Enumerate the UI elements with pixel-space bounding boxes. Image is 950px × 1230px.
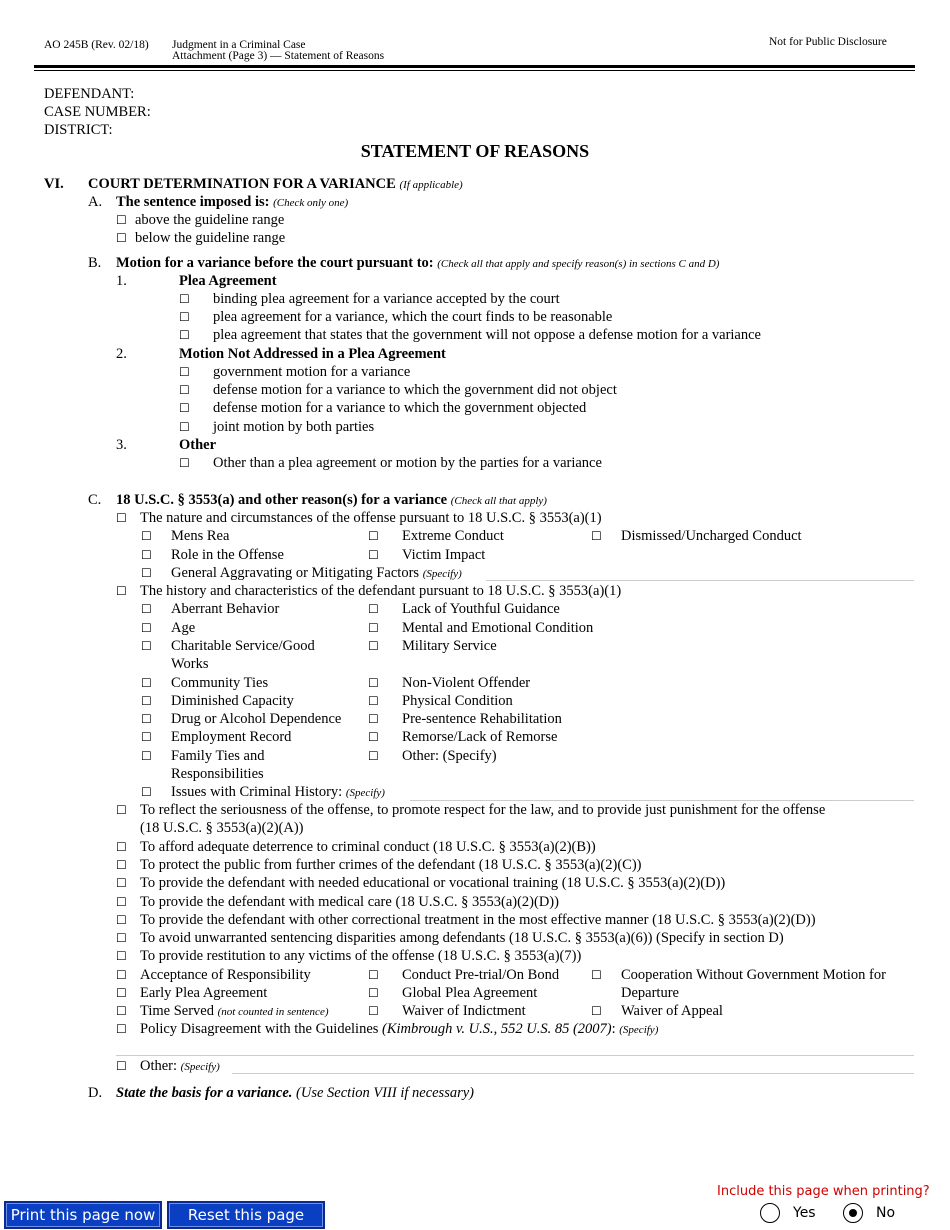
nature-option: Extreme Conduct <box>402 528 504 544</box>
print-page-button[interactable]: Print this page now <box>4 1201 162 1229</box>
checkbox[interactable]: ☐ <box>368 676 379 690</box>
time-served-note: (not counted in sentence) <box>217 1006 329 1018</box>
checkbox[interactable]: ☐ <box>368 621 379 635</box>
b2-title: Motion Not Addressed in a Plea Agreement <box>179 346 446 362</box>
checkbox[interactable]: ☐ <box>179 328 190 342</box>
policy-disagreement <box>140 1020 658 1039</box>
history-option: Mental and Emotional Condition <box>402 620 594 636</box>
misc-option: Waiver of Appeal <box>621 1003 723 1019</box>
reset-page-button[interactable]: Reset this page <box>167 1201 325 1229</box>
b3-option: Other than a plea agreement or motion by the parties for a variance <box>213 455 602 471</box>
option-above-range: above the guideline range <box>135 212 285 228</box>
case-number-label: CASE NUMBER: <box>44 104 151 120</box>
checkbox[interactable]: ☐ <box>116 511 127 525</box>
checkbox[interactable]: ☐ <box>179 456 190 470</box>
history-option: Drug or Alcohol Dependence <box>171 711 342 727</box>
time-served-label: Time Served <box>140 1003 214 1019</box>
include-no-radio[interactable] <box>843 1203 863 1223</box>
purpose-option: To provide the defendant with needed educational or vocational training (18 U.S.C. § 3553(a)(2)(D)) <box>140 875 726 891</box>
checkbox[interactable]: ☐ <box>591 529 602 543</box>
policy-colon: : <box>611 1021 616 1037</box>
history-label: The history and characteristics of the defendant pursuant to 18 U.S.C. § 3553(a)(1) <box>140 583 622 599</box>
checkbox[interactable]: ☐ <box>141 749 152 763</box>
checkbox[interactable]: ☐ <box>116 213 127 227</box>
checkbox[interactable]: ☐ <box>116 231 127 245</box>
checkbox[interactable]: ☐ <box>368 968 379 982</box>
policy-note: (Specify) <box>619 1024 659 1036</box>
b-letter: B. <box>88 255 102 271</box>
disclosure-notice: Not for Public Disclosure <box>769 36 887 48</box>
other-note: (Specify) <box>180 1061 220 1073</box>
b1-num: 1. <box>116 273 127 289</box>
b2-option: joint motion by both parties <box>213 419 375 435</box>
nature-option: Victim Impact <box>402 547 486 563</box>
checkbox[interactable]: ☐ <box>179 310 190 324</box>
nature-option: Dismissed/Uncharged Conduct <box>621 528 802 544</box>
page-title: STATEMENT OF REASONS <box>360 141 590 161</box>
checkbox[interactable]: ☐ <box>368 602 379 616</box>
criminal-history-note: (Specify) <box>345 787 385 799</box>
checkbox[interactable]: ☐ <box>141 529 152 543</box>
history-option-cont: Responsibilities <box>171 766 264 782</box>
b2-option: government motion for a variance <box>213 364 411 380</box>
checkbox[interactable]: ☐ <box>116 986 127 1000</box>
checkbox[interactable]: ☐ <box>368 986 379 1000</box>
purpose-option: To protect the public from further crimes of the defendant (18 U.S.C. § 3553(a)(2)(C)) <box>140 857 642 873</box>
section-note: (If applicable) <box>399 179 463 191</box>
checkbox[interactable]: ☐ <box>179 401 190 415</box>
c-title: 18 U.S.C. § 3553(a) and other reason(s) for a variance <box>116 492 448 508</box>
history-option: Pre-sentence Rehabilitation <box>402 711 562 727</box>
policy-label: Policy Disagreement with the Guidelines <box>140 1021 379 1037</box>
checkbox[interactable]: ☐ <box>368 712 379 726</box>
nature-option: Role in the Offense <box>171 547 284 563</box>
checkbox[interactable]: ☐ <box>179 365 190 379</box>
b2-option: defense motion for a variance to which the government did not object <box>213 382 617 398</box>
b1-title: Plea Agreement <box>179 273 277 289</box>
history-option: Charitable Service/Good <box>171 638 315 654</box>
b1-option: plea agreement that states that the government will not oppose a defense motion for a variance <box>213 327 761 343</box>
form-id: AO 245B (Rev. 02/18) <box>44 39 149 51</box>
checkbox[interactable]: ☐ <box>116 584 127 598</box>
form-title: Judgment in a Criminal Case <box>172 39 306 51</box>
b1-option: plea agreement for a variance, which the court finds to be reasonable <box>213 309 613 325</box>
other-field[interactable] <box>232 1073 914 1074</box>
checkbox[interactable]: ☐ <box>116 895 127 909</box>
general-factors-field[interactable] <box>486 580 914 581</box>
checkbox[interactable]: ☐ <box>141 602 152 616</box>
purpose-option: To avoid unwarranted sentencing disparities among defendants (18 U.S.C. § 3553(a)(6)) (Specify in section D) <box>140 930 784 946</box>
d-note: (Use Section VIII if necessary) <box>296 1085 475 1101</box>
history-option: Military Service <box>402 638 497 654</box>
misc-option: Global Plea Agreement <box>402 985 538 1001</box>
district-label: DISTRICT: <box>44 122 113 138</box>
include-page-prompt: Include this page when printing? <box>717 1184 930 1199</box>
section-heading <box>88 175 463 194</box>
include-yes-label: Yes <box>793 1205 816 1221</box>
checkbox[interactable]: ☐ <box>368 749 379 763</box>
checkbox[interactable]: ☐ <box>591 968 602 982</box>
checkbox[interactable]: ☐ <box>141 548 152 562</box>
checkbox[interactable]: ☐ <box>116 913 127 927</box>
history-option: Non-Violent Offender <box>402 675 531 691</box>
c-note: (Check all that apply) <box>450 495 547 507</box>
a-title: The sentence imposed is: <box>116 194 270 210</box>
checkbox[interactable]: ☐ <box>116 876 127 890</box>
purpose-option-cont: (18 U.S.C. § 3553(a)(2)(A)) <box>140 820 304 836</box>
b3-title: Other <box>179 437 217 453</box>
checkbox[interactable]: ☐ <box>116 840 127 854</box>
checkbox[interactable]: ☐ <box>141 785 152 799</box>
checkbox[interactable]: ☐ <box>116 803 127 817</box>
checkbox[interactable]: ☐ <box>179 383 190 397</box>
checkbox[interactable]: ☐ <box>141 621 152 635</box>
option-below-range: below the guideline range <box>135 230 286 246</box>
checkbox[interactable]: ☐ <box>116 1022 127 1036</box>
checkbox[interactable]: ☐ <box>116 858 127 872</box>
misc-option: Waiver of Indictment <box>402 1003 526 1019</box>
purpose-option: To afford adequate deterrence to criminal conduct (18 U.S.C. § 3553(a)(2)(B)) <box>140 839 596 855</box>
checkbox[interactable]: ☐ <box>116 968 127 982</box>
misc-option-cont: Departure <box>621 985 679 1001</box>
checkbox[interactable]: ☐ <box>141 730 152 744</box>
checkbox[interactable]: ☐ <box>141 694 152 708</box>
checkbox[interactable]: ☐ <box>368 694 379 708</box>
header-rule-thin <box>34 70 915 71</box>
purpose-option: To reflect the seriousness of the offense, to promote respect for the law, and to provide just punishment for the offense <box>140 802 826 818</box>
history-option: Remorse/Lack of Remorse <box>402 729 558 745</box>
b1-option: binding plea agreement for a variance accepted by the court <box>213 291 560 307</box>
history-option: Family Ties and <box>171 748 265 764</box>
a-letter: A. <box>88 194 103 210</box>
c-heading <box>116 491 547 510</box>
checkbox[interactable]: ☐ <box>116 1059 127 1073</box>
form-subtitle: Attachment (Page 3) — Statement of Reasons <box>172 50 385 62</box>
misc-option: Conduct Pre-trial/On Bond <box>402 967 560 983</box>
checkbox[interactable]: ☐ <box>116 931 127 945</box>
purpose-option: To provide the defendant with other correctional treatment in the most effective manner (18 U.S.C. § 3553(a)(2)(D)) <box>140 912 816 928</box>
checkbox[interactable]: ☐ <box>368 730 379 744</box>
a-heading <box>116 193 348 212</box>
section-title: COURT DETERMINATION FOR A VARIANCE <box>88 176 396 192</box>
b-title: Motion for a variance before the court pursuant to: <box>116 255 434 271</box>
criminal-history-label: Issues with Criminal History: <box>171 784 343 800</box>
header-rule-thick <box>34 65 915 68</box>
policy-case: (Kimbrough v. U.S., 552 U.S. 85 (2007) <box>382 1021 612 1037</box>
general-factors <box>171 564 462 583</box>
b-heading <box>116 254 719 273</box>
misc-option: Cooperation Without Government Motion for <box>621 967 886 983</box>
checkbox[interactable]: ☐ <box>141 639 152 653</box>
defendant-label: DEFENDANT: <box>44 86 135 102</box>
history-option: Employment Record <box>171 729 292 745</box>
checkbox[interactable]: ☐ <box>116 949 127 963</box>
history-option: Age <box>171 620 196 636</box>
c-letter: C. <box>88 492 102 508</box>
policy-field[interactable] <box>116 1055 914 1056</box>
a-note: (Check only one) <box>273 197 349 209</box>
b3-num: 3. <box>116 437 127 453</box>
checkbox[interactable]: ☐ <box>141 712 152 726</box>
other-reason <box>140 1057 220 1076</box>
general-factors-label: General Aggravating or Mitigating Factors <box>171 565 420 581</box>
purpose-option: To provide restitution to any victims of the offense (18 U.S.C. § 3553(a)(7)) <box>140 948 582 964</box>
history-option: Physical Condition <box>402 693 513 709</box>
checkbox[interactable]: ☐ <box>368 529 379 543</box>
d-letter: D. <box>88 1085 103 1101</box>
checkbox[interactable]: ☐ <box>141 566 152 580</box>
checkbox[interactable]: ☐ <box>116 1004 127 1018</box>
history-option: Lack of Youthful Guidance <box>402 601 560 617</box>
history-option: Aberrant Behavior <box>171 601 280 617</box>
b-note: (Check all that apply and specify reason(s) in sections C and D) <box>437 258 720 270</box>
history-option-cont: Works <box>171 656 209 672</box>
history-option: Diminished Capacity <box>171 693 294 709</box>
criminal-history <box>171 783 385 802</box>
nature-label: The nature and circumstances of the offense pursuant to 18 U.S.C. § 3553(a)(1) <box>140 510 602 526</box>
d-title: State the basis for a variance. <box>116 1085 293 1101</box>
checkbox[interactable]: ☐ <box>368 639 379 653</box>
history-option: Other: (Specify) <box>402 748 497 764</box>
history-option: Community Ties <box>171 675 269 691</box>
b2-num: 2. <box>116 346 127 362</box>
include-no-label: No <box>876 1205 896 1221</box>
radio-selected-dot <box>849 1209 857 1217</box>
purpose-option: To provide the defendant with medical care (18 U.S.C. § 3553(a)(2)(D)) <box>140 894 559 910</box>
checkbox[interactable]: ☐ <box>368 1004 379 1018</box>
checkbox[interactable]: ☐ <box>179 420 190 434</box>
nature-option: Mens Rea <box>171 528 230 544</box>
d-heading <box>116 1084 474 1102</box>
checkbox[interactable]: ☐ <box>591 1004 602 1018</box>
time-served <box>140 1002 329 1021</box>
checkbox[interactable]: ☐ <box>179 292 190 306</box>
section-number: VI. <box>44 176 64 192</box>
checkbox[interactable]: ☐ <box>141 676 152 690</box>
checkbox[interactable]: ☐ <box>368 548 379 562</box>
misc-option: Early Plea Agreement <box>140 985 268 1001</box>
other-label: Other: <box>140 1058 178 1074</box>
b2-option: defense motion for a variance to which the government objected <box>213 400 587 416</box>
general-factors-note: (Specify) <box>422 568 462 580</box>
include-yes-radio[interactable] <box>760 1203 780 1223</box>
misc-option: Acceptance of Responsibility <box>140 967 311 983</box>
